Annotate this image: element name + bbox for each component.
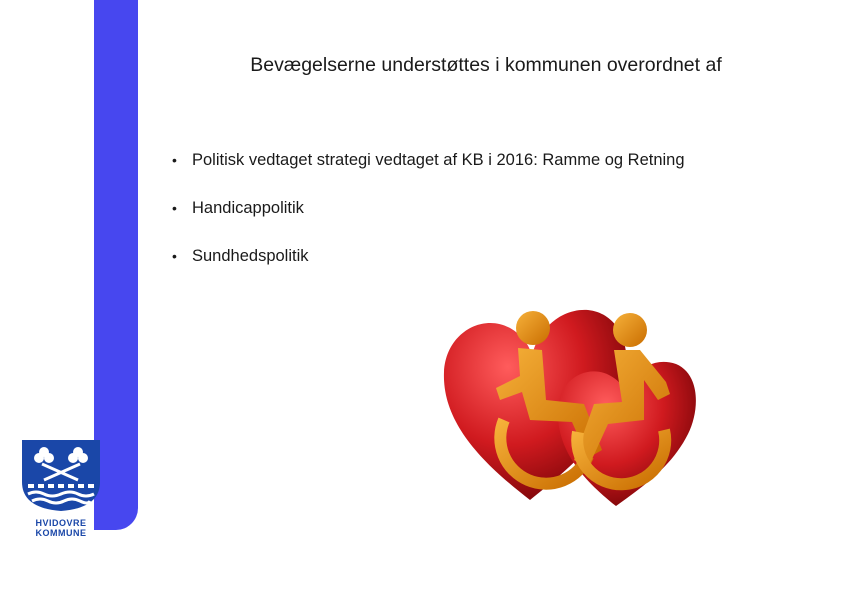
bullet-text: Handicappolitik [192, 198, 304, 217]
bullet-item: • Sundhedspolitik [172, 246, 309, 265]
hearts-wheelchair-icon [438, 300, 700, 512]
bullet-list [172, 148, 685, 292]
hvidovre-logo [16, 438, 106, 538]
bullet-item: • Handicappolitik [172, 198, 304, 217]
slide-title: Bevægelserne understøttes i kommunen overordnet af [250, 54, 722, 76]
logo-line-1: HVIDOVRE [35, 518, 87, 528]
bullet-text: Politisk vedtaget strategi vedtaget af KB i 2016: Ramme og Retning [192, 150, 685, 169]
logo-line-2: KOMMUNE [35, 528, 87, 538]
bullet-item: • Politisk vedtaget strategi vedtaget af KB i 2016: Ramme og Retning [172, 150, 685, 169]
municipal-crest-icon [20, 438, 102, 512]
bullet-text: Sundhedspolitik [192, 246, 309, 265]
